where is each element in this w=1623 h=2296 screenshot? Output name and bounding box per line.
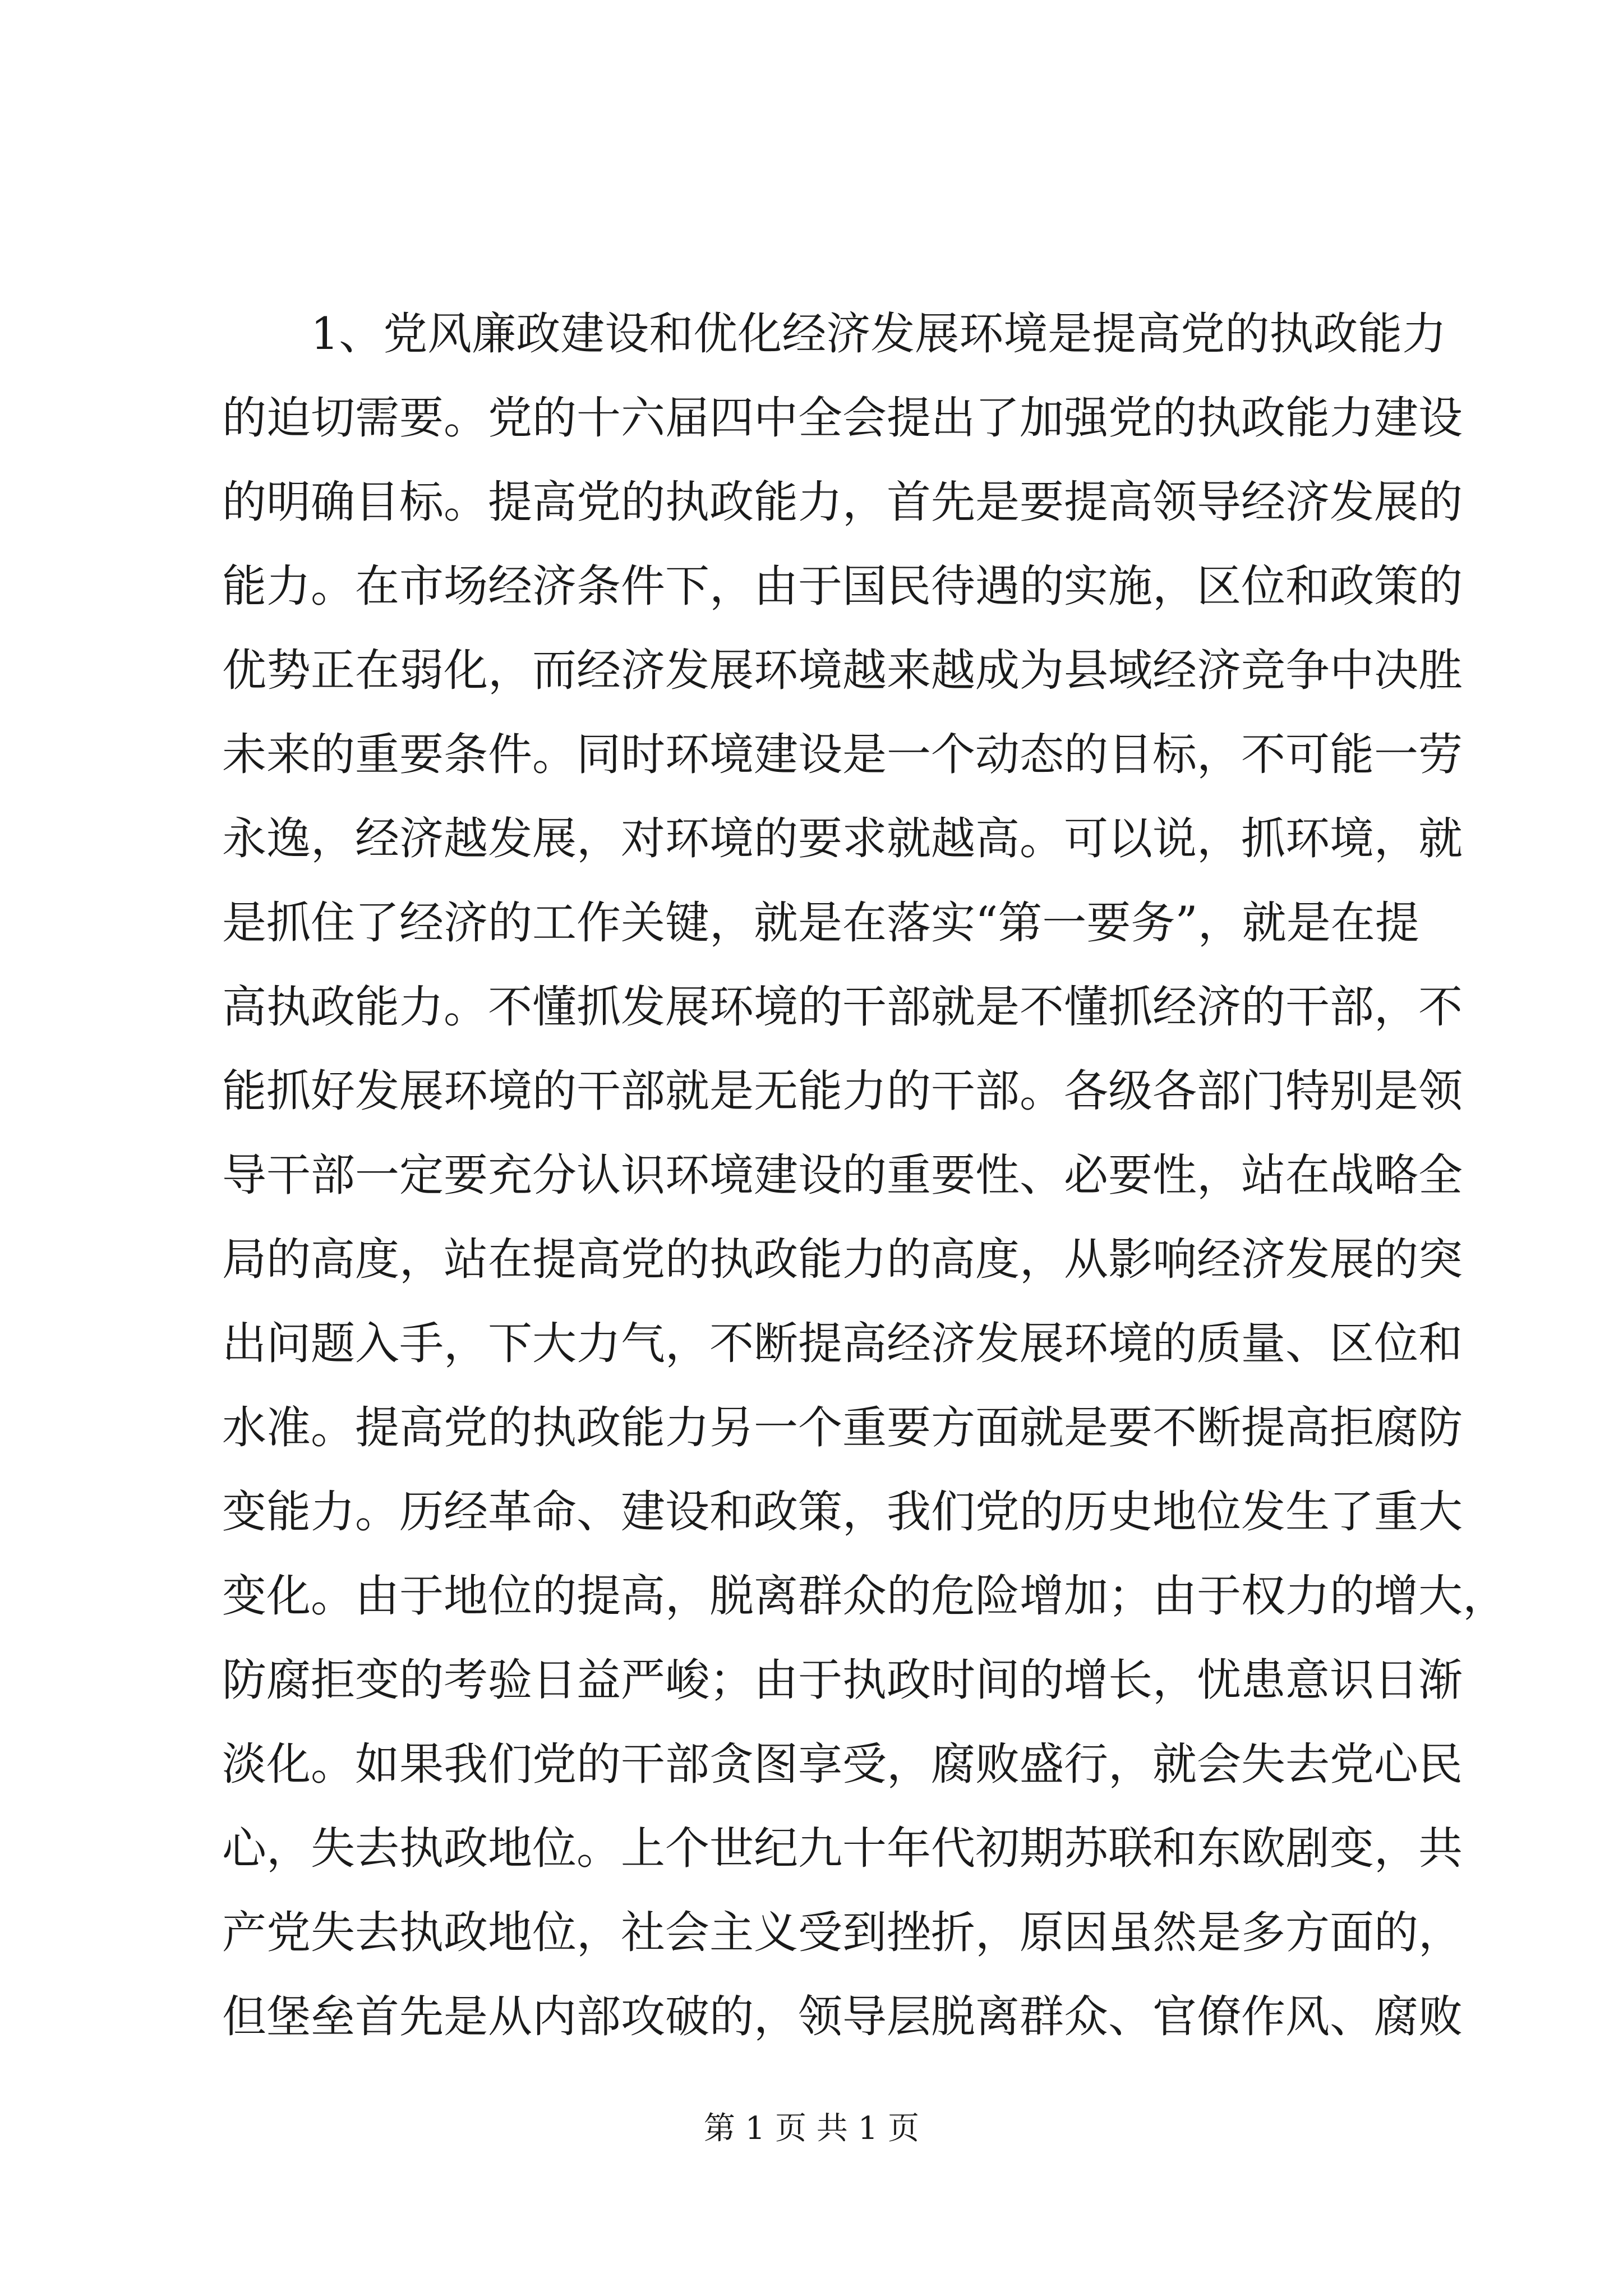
text-line: 变化。由于地位的提高，脱离群众的危险增加；由于权力的增大， <box>222 1570 1507 1622</box>
text-line: 导干部一定要充分认识环境建设的重要性、必要性，站在战略全 <box>222 1149 1463 1201</box>
text-line: 变能力。历经革命、建设和政策，我们党的历史地位发生了重大 <box>222 1486 1463 1538</box>
text-line: 优势正在弱化，而经济发展环境越来越成为县域经济竞争中决胜 <box>222 645 1463 696</box>
text-line: 防腐拒变的考验日益严峻；由于执政时间的增长，忧患意识日渐 <box>222 1654 1463 1706</box>
text-line: 水准。提高党的执政能力另一个重要方面就是要不断提高拒腐防 <box>222 1402 1463 1453</box>
text-line: 永逸，经济越发展，对环境的要求就越高。可以说，抓环境，就 <box>222 813 1463 864</box>
text-line: 高执政能力。不懂抓发展环境的干部就是不懂抓经济的干部，不 <box>222 981 1463 1033</box>
text-line: 的迫切需要。党的十六届四中全会提出了加强党的执政能力建设 <box>222 392 1463 444</box>
text-line: 是抓住了经济的工作关键，就是在落实“第一要务”，就是在提 <box>222 897 1419 949</box>
text-line: 未来的重要条件。同时环境建设是一个动态的目标，不可能一劳 <box>222 729 1463 780</box>
text-line: 但堡垒首先是从内部攻破的，领导层脱离群众、官僚作风、腐败 <box>222 1991 1463 2042</box>
body-paragraph <box>222 292 1507 2059</box>
text-line: 产党失去执政地位，社会主义受到挫折，原因虽然是多方面的， <box>222 1907 1463 1958</box>
text-line: 出问题入手，下大力气，不断提高经济发展环境的质量、区位和 <box>222 1318 1463 1369</box>
page-footer: 第 1 页 共 1 页 <box>703 2110 920 2147</box>
text-line: 局的高度，站在提高党的执政能力的高度，从影响经济发展的突 <box>222 1234 1463 1285</box>
text-line: 淡化。如果我们党的干部贪图享受，腐败盛行，就会失去党心民 <box>222 1738 1463 1790</box>
text-line: 1、党风廉政建设和优化经济发展环境是提高党的执政能力 <box>311 308 1447 360</box>
text-line: 心，失去执政地位。上个世纪九十年代初期苏联和东欧剧变，共 <box>222 1823 1463 1874</box>
text-line: 能力。在市场经济条件下，由于国民待遇的实施，区位和政策的 <box>222 560 1463 612</box>
text-line: 的明确目标。提高党的执政能力，首先是要提高领导经济发展的 <box>222 476 1463 528</box>
text-line: 能抓好发展环境的干部就是无能力的干部。各级各部门特别是领 <box>222 1065 1463 1117</box>
